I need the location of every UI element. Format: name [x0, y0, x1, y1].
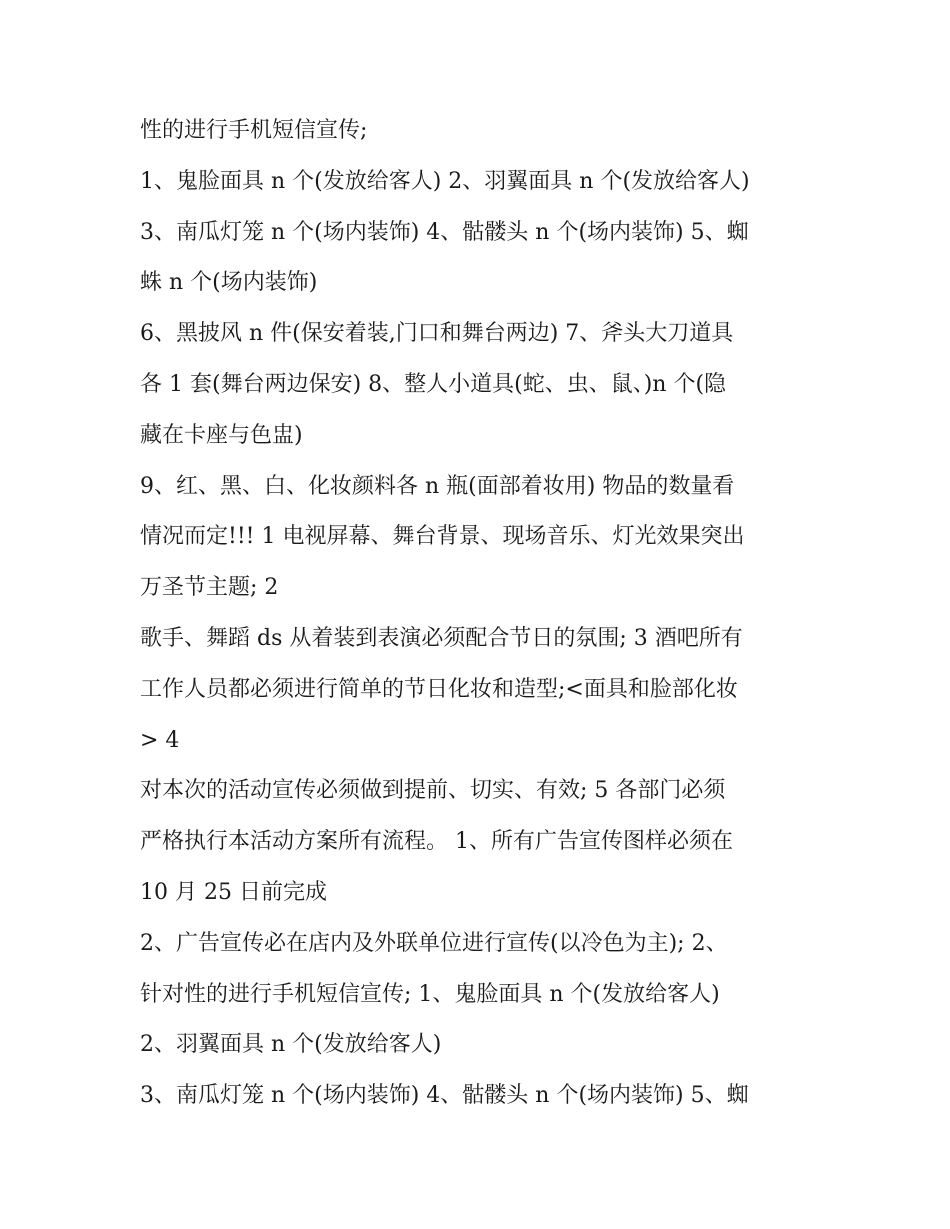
text-line: > 4 [140, 727, 180, 753]
text-line: 2、广告宣传必在店内及外联单位进行宣传(以冷色为主); 2、 [140, 930, 728, 956]
text-line: 工作人员都必须进行简单的节日化妆和造型;<面具和脸部化妆 [140, 676, 738, 702]
text-line: 各 1 套(舞台两边保安) 8、整人小道具(蛇、虫、鼠、)n 个(隐 [140, 371, 727, 397]
text-line: 歌手、舞蹈 ds 从着装到表演必须配合节日的氛围; 3 酒吧所有 [140, 625, 743, 651]
text-line: 蛛 n 个(场内装饰) [140, 270, 318, 296]
text-line: 针对性的进行手机短信宣传; 1、鬼脸面具 n 个(发放给客人) [140, 981, 720, 1007]
text-line: 2、羽翼面具 n 个(发放给客人) [140, 1032, 442, 1058]
text-line: 藏在卡座与色盅) [140, 422, 303, 448]
text-line: 1、鬼脸面具 n 个(发放给客人) 2、羽翼面具 n 个(发放给客人) [140, 168, 750, 194]
text-line: 10 月 25 日前完成 [140, 879, 327, 905]
text-line: 3、南瓜灯笼 n 个(场内装饰) 4、骷髅头 n 个(场内装饰) 5、蜘 [140, 219, 749, 245]
text-line: 性的进行手机短信宣传; [140, 118, 368, 143]
text-line: 情况而定!!! 1 电视屏幕、舞台背景、现场音乐、灯光效果突出 [140, 524, 745, 550]
text-line: 6、黑披风 n 件(保安着装,门口和舞台两边) 7、斧头大刀道具 [140, 321, 734, 347]
text-line: 严格执行本活动方案所有流程。 1、所有广告宣传图样必须在 [140, 829, 733, 855]
text-line: 3、南瓜灯笼 n 个(场内装饰) 4、骷髅头 n 个(场内装饰) 5、蜘 [140, 1083, 749, 1109]
text-line: 万圣节主题; 2 [140, 575, 279, 601]
text-line: 9、红、黑、白、化妆颜料各 n 瓶(面部着妆用) 物品的数量看 [140, 473, 735, 499]
text-line: 对本次的活动宣传必须做到提前、切实、有效; 5 各部门必须 [140, 778, 726, 804]
document-body [140, 106, 820, 1122]
